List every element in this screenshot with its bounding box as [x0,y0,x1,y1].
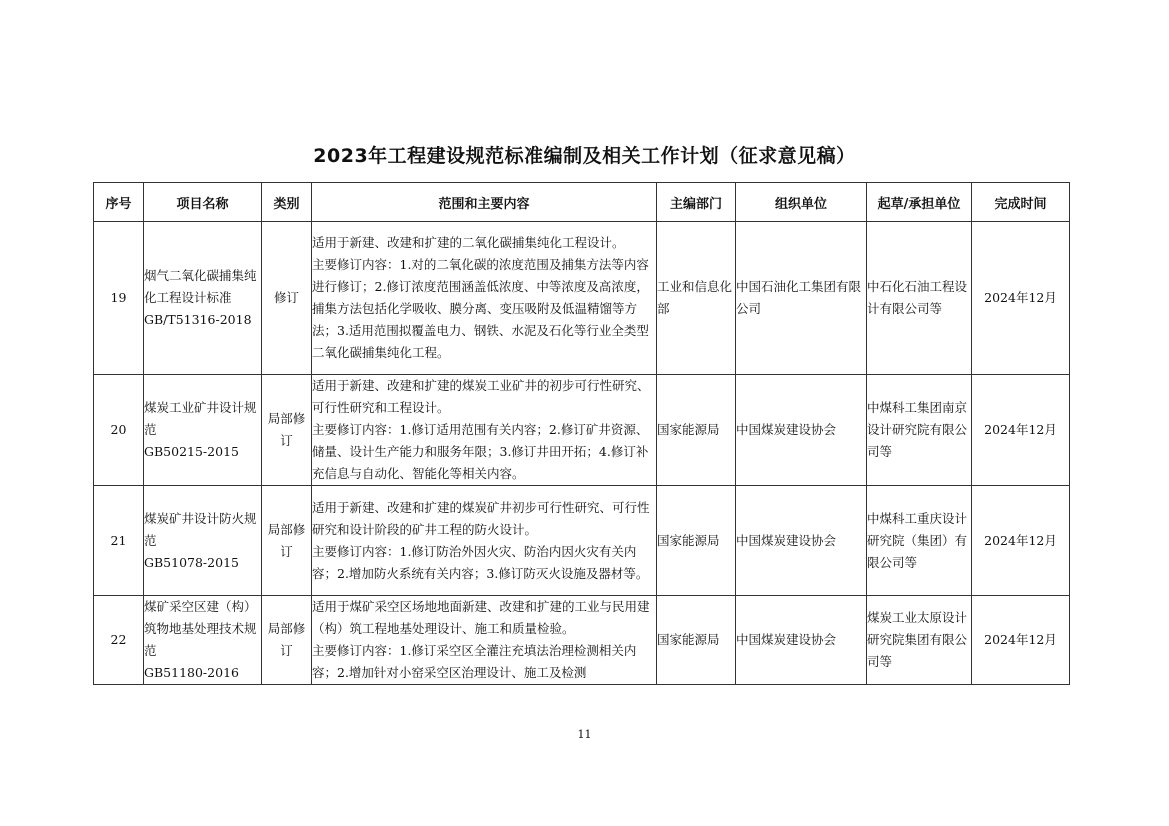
column-header-drafter: 起草/承担单位 [867,183,972,222]
cell-scope: 适用于煤矿采空区场地地面新建、改建和扩建的工业与民用建（构）筑工程地基处理设计、施工和质量检验。 主要修订内容：1.修订采空区全灌注充填法治理检测相关内容；2.增加针对小窑采空区治理设计、施工及检测 [312,599,650,680]
column-header-seq: 序号 [94,183,144,222]
cell-scope: 适用于新建、改建和扩建的煤炭矿井初步可行性研究、可行性研究和设计阶段的矿井工程的防火设计。 主要修订内容：1.修订防治外因火灾、防治内因火灾有关内容；2.增加防火系统有关内容；3.修订防灭火设施及器材等。 [312,486,657,596]
cell-project-name: 烟气二氧化碳捕集纯化工程设计标准 GB/T51316-2018 [144,222,262,375]
cell-scope: 适用于新建、改建和扩建的二氧化碳捕集纯化工程设计。 主要修订内容：1.对的二氧化碳的浓度范围及捕集方法等内容进行修订；2.修订浓度范围涵盖低浓度、中等浓度及高浓度，捕集方法包括化学吸收、膜分离、变压吸附及低温精馏等方法；3.适用范围拟覆盖电力、钢铁、水泥及石化等行业全类型二氧化碳捕集纯化工程。 [312,222,657,375]
cell-drafter: 中石化石油工程设计有限公司等 [867,222,972,375]
cell-type: 局部修订 [262,596,312,685]
cell-project-name: 煤矿采空区建（构）筑物地基处理技术规范 GB51180-2016 [144,596,262,685]
cell-type: 修订 [262,222,312,375]
cell-type: 局部修订 [262,486,312,596]
cell-org: 中国煤炭建设协会 [736,596,867,685]
page-title: 2023年工程建设规范标准编制及相关工作计划（征求意见稿） [313,145,856,167]
cell-scope: 适用于新建、改建和扩建的煤炭工业矿井的初步可行性研究、可行性研究和工程设计。 主要修订内容：1.修订适用范围有关内容；2.修订矿井资源、储量、设计生产能力和服务年限；3.修订井田开拓；4.修订补充信息与自动化、智能化等相关内容。 [312,375,657,486]
cell-drafter: 中煤科工集团南京设计研究院有限公司等 [867,375,972,486]
cell-scope-container [312,596,657,685]
cell-time: 2024年12月 [972,222,1070,375]
cell-org: 中国煤炭建设协会 [736,375,867,486]
cell-dept: 工业和信息化部 [657,222,736,375]
column-header-scope: 范围和主要内容 [312,183,657,222]
page-number: 11 [577,728,592,741]
cell-project-name: 煤炭矿井设计防火规范 GB51078-2015 [144,486,262,596]
table-row [94,375,1070,486]
work-plan-table [93,182,1070,685]
table-row [94,596,1070,685]
cell-project-name: 煤炭工业矿井设计规范 GB50215-2015 [144,375,262,486]
cell-dept: 国家能源局 [657,375,736,486]
cell-seq: 19 [94,222,144,375]
table-header-row [94,183,1070,222]
column-header-time: 完成时间 [972,183,1070,222]
cell-seq: 21 [94,486,144,596]
cell-seq: 20 [94,375,144,486]
table-row [94,486,1070,596]
cell-time: 2024年12月 [972,486,1070,596]
cell-drafter: 煤炭工业太原设计研究院集团有限公司等 [867,596,972,685]
cell-org: 中国煤炭建设协会 [736,486,867,596]
cell-dept: 国家能源局 [657,486,736,596]
column-header-dept: 主编部门 [657,183,736,222]
column-header-org: 组织单位 [736,183,867,222]
column-header-type: 类别 [262,183,312,222]
cell-time: 2024年12月 [972,596,1070,685]
cell-org: 中国石油化工集团有限公司 [736,222,867,375]
cell-drafter: 中煤科工重庆设计研究院（集团）有限公司等 [867,486,972,596]
cell-dept: 国家能源局 [657,596,736,685]
cell-type: 局部修订 [262,375,312,486]
cell-seq: 22 [94,596,144,685]
column-header-name: 项目名称 [144,183,262,222]
table-row [94,222,1070,375]
cell-time: 2024年12月 [972,375,1070,486]
